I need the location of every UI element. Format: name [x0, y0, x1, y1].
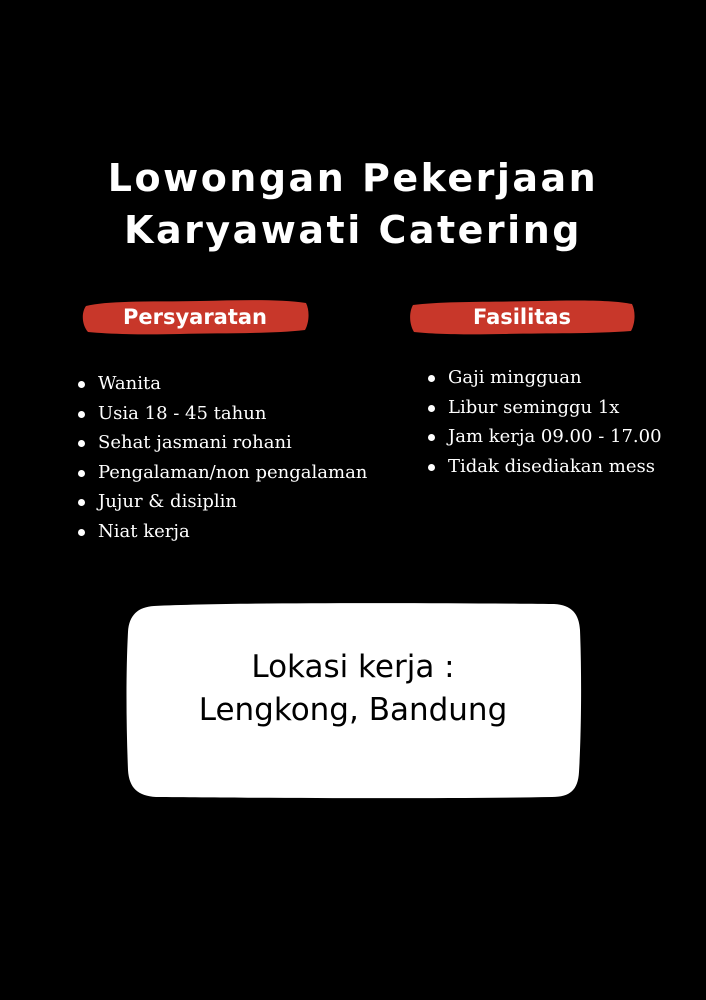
location-box — [124, 600, 582, 800]
title-line-2: Karyawati Catering — [124, 208, 582, 252]
list-item-text: Niat kerja — [98, 520, 190, 542]
bullet-icon — [78, 529, 85, 536]
location-text — [124, 646, 582, 732]
list-item — [78, 428, 367, 458]
requirements-heading-badge — [80, 297, 310, 337]
facilities-heading-badge — [408, 297, 636, 337]
list-item — [78, 399, 367, 429]
location-value: Lengkong, Bandung — [198, 692, 508, 728]
bullet-icon — [78, 470, 85, 477]
list-item-text: Jam kerja 09.00 - 17.00 — [448, 426, 662, 447]
list-item — [428, 452, 662, 482]
list-item-text: Gaji mingguan — [448, 367, 582, 388]
title-line-1: Lowongan Pekerjaan — [107, 156, 599, 200]
bullet-icon — [428, 434, 435, 441]
facilities-heading: Fasilitas — [472, 305, 572, 329]
list-item-text: Jujur & disiplin — [98, 491, 237, 512]
list-item-text: Sehat jasmani rohani — [98, 432, 292, 453]
list-item-text: Pengalaman/non pengalaman — [98, 461, 368, 483]
poster-title — [0, 152, 706, 256]
bullet-icon — [428, 464, 435, 471]
list-item — [428, 363, 662, 393]
list-item-text: Tidak disediakan mess — [448, 455, 655, 477]
list-item — [78, 458, 367, 488]
list-item — [78, 517, 367, 547]
bullet-icon — [78, 440, 85, 447]
bullet-icon — [428, 375, 435, 382]
list-item — [78, 487, 367, 517]
list-item-text: Wanita — [98, 373, 161, 394]
requirements-heading: Persyaratan — [122, 305, 268, 329]
list-item — [78, 369, 367, 399]
requirements-list — [78, 369, 367, 546]
bullet-icon — [78, 411, 85, 418]
bullet-icon — [428, 405, 435, 412]
location-label: Lokasi kerja : — [251, 649, 455, 685]
bullet-icon — [78, 381, 85, 388]
bullet-icon — [78, 499, 85, 506]
list-item — [428, 422, 662, 452]
list-item — [428, 393, 662, 423]
facilities-list — [428, 363, 662, 481]
list-item-text: Libur seminggu 1x — [448, 396, 620, 418]
list-item-text: Usia 18 - 45 tahun — [98, 402, 267, 424]
